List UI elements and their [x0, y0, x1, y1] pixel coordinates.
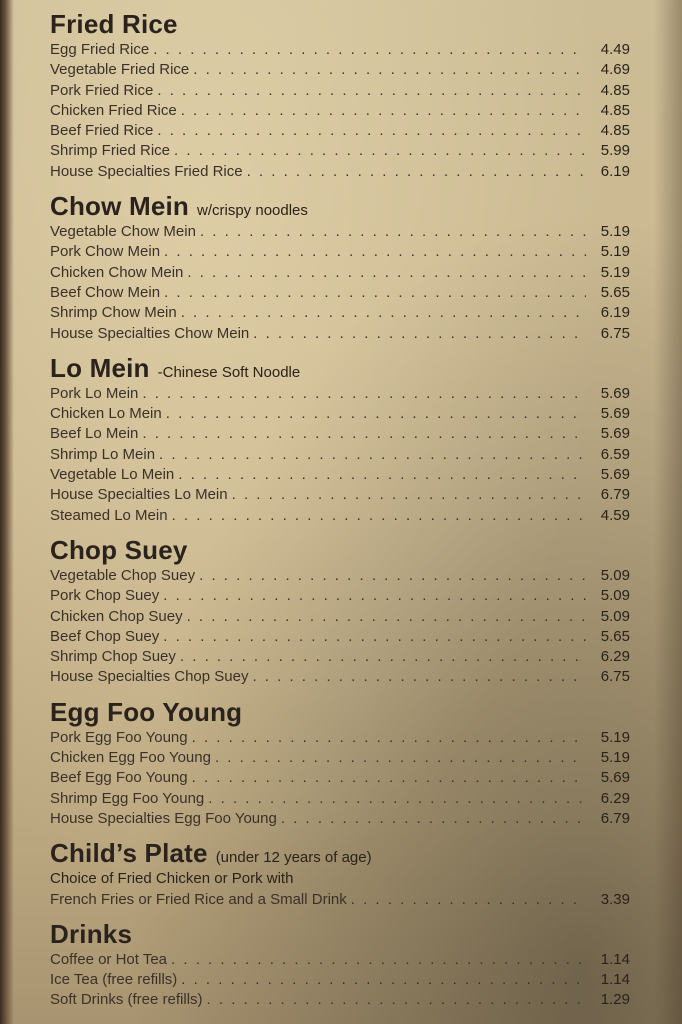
item-name: Vegetable Chop Suey	[50, 566, 196, 584]
item-name: Beef Chop Suey	[50, 627, 160, 645]
section-header	[50, 918, 630, 950]
item-name: Chicken Lo Mein	[50, 405, 162, 423]
item-price: 5.19	[600, 223, 630, 241]
dot-leader	[164, 242, 586, 262]
item-name: Chicken Egg Foo Young	[50, 749, 211, 767]
dot-leader	[215, 748, 586, 768]
item-price: 4.85	[600, 81, 630, 99]
item-price: 5.69	[600, 769, 630, 787]
item-name: Pork Chop Suey	[50, 587, 160, 605]
item-price: 6.19	[600, 162, 630, 180]
item-price: 6.75	[600, 668, 630, 686]
menu-item	[50, 748, 630, 768]
dot-leader	[351, 890, 586, 910]
dot-leader	[208, 789, 586, 809]
section-title: Lo Mein	[50, 352, 150, 383]
item-price: 6.29	[600, 789, 630, 807]
item-price: 4.69	[600, 61, 630, 79]
section-title: Chop Suey	[50, 534, 188, 565]
item-price: 5.19	[600, 749, 630, 767]
section-title: Drinks	[50, 918, 133, 949]
section-egg-foo-young	[50, 696, 630, 829]
item-name: Vegetable Lo Mein	[50, 466, 175, 484]
menu-item	[50, 324, 630, 344]
section-header	[50, 190, 630, 222]
menu-item	[50, 141, 630, 161]
item-price: 5.65	[600, 627, 630, 645]
item-price: 5.99	[600, 142, 630, 160]
section-header	[50, 352, 630, 384]
dot-leader	[199, 566, 586, 586]
item-price: 6.29	[600, 648, 630, 666]
section-title: Egg Foo Young	[50, 696, 243, 727]
dot-leader	[252, 667, 586, 687]
section-header	[50, 534, 630, 566]
menu-item	[50, 950, 630, 970]
item-name: Shrimp Chow Mein	[50, 304, 177, 322]
item-price: 5.69	[600, 405, 630, 423]
item-name: Shrimp Lo Mein	[50, 445, 156, 463]
section-chop-suey	[50, 534, 630, 688]
dot-leader	[181, 303, 586, 323]
dot-leader	[159, 445, 586, 465]
item-price: 5.19	[600, 263, 630, 281]
item-price: 5.69	[600, 384, 630, 402]
item-name: Pork Egg Foo Young	[50, 728, 188, 746]
menu-item	[50, 404, 630, 424]
dot-leader	[193, 60, 586, 80]
menu-item	[50, 465, 630, 485]
item-price: 4.59	[600, 506, 630, 524]
item-name: House Specialties Chop Suey	[50, 668, 249, 686]
menu-list	[50, 8, 630, 1011]
menu-item	[50, 263, 630, 283]
item-price: 6.59	[600, 445, 630, 463]
item-price: 1.29	[600, 991, 630, 1009]
section-subtitle: w/crispy noodles	[197, 202, 308, 220]
item-name: Shrimp Fried Rice	[50, 142, 171, 160]
dot-leader	[181, 970, 586, 990]
menu-item	[50, 890, 630, 910]
menu-item	[50, 566, 630, 586]
dot-leader	[153, 40, 586, 60]
menu-item	[50, 789, 630, 809]
menu-item	[50, 81, 630, 101]
item-price: 6.79	[600, 486, 630, 504]
dot-leader	[192, 728, 586, 748]
section-chow-mein	[50, 190, 630, 344]
item-name: Ice Tea (free refills)	[50, 971, 178, 989]
menu-item	[50, 303, 630, 323]
dot-leader	[157, 81, 586, 101]
menu-item	[50, 40, 630, 60]
menu-item	[50, 768, 630, 788]
item-name: House Specialties Fried Rice	[50, 162, 243, 180]
item-price: 5.09	[600, 607, 630, 625]
item-name: Chicken Chow Mein	[50, 263, 184, 281]
item-price: 5.19	[600, 243, 630, 261]
item-price: 5.69	[600, 466, 630, 484]
item-price: 5.65	[600, 283, 630, 301]
menu-item	[50, 728, 630, 748]
item-price: 5.09	[600, 587, 630, 605]
item-name: House Specialties Chow Mein	[50, 324, 250, 342]
section-subtitle: -Chinese Soft Noodle	[157, 363, 301, 381]
dot-leader	[187, 263, 586, 283]
section-fried-rice	[50, 8, 630, 182]
item-name: Pork Chow Mein	[50, 243, 161, 261]
item-price: 3.39	[600, 890, 630, 908]
item-name: Steamed Lo Mein	[50, 506, 168, 524]
dot-leader	[171, 950, 586, 970]
menu-item	[50, 424, 630, 444]
dot-leader	[178, 465, 586, 485]
item-name: Pork Fried Rice	[50, 81, 154, 99]
item-name: Pork Lo Mein	[50, 384, 139, 402]
item-name: Beef Egg Foo Young	[50, 769, 188, 787]
page-edge-shadow	[0, 0, 14, 1024]
dot-leader	[281, 809, 586, 829]
section-title: Child’s Plate	[50, 838, 208, 869]
dot-leader	[157, 121, 586, 141]
section-title: Chow Mein	[50, 191, 190, 222]
item-name: Shrimp Chop Suey	[50, 648, 176, 666]
item-name: House Specialties Egg Foo Young	[50, 809, 277, 827]
section-subtitle: (under 12 years of age)	[215, 849, 372, 867]
section-header	[50, 696, 630, 728]
menu-item	[50, 162, 630, 182]
item-name: Vegetable Fried Rice	[50, 61, 190, 79]
page-edge-right	[654, 0, 682, 1024]
menu-item	[50, 607, 630, 627]
menu-item	[50, 384, 630, 404]
menu-item	[50, 667, 630, 687]
item-name: Egg Fried Rice	[50, 41, 150, 58]
menu-item	[50, 627, 630, 647]
section-childs-plate	[50, 837, 630, 910]
section-note: Choice of Fried Chicken or Pork with	[50, 870, 294, 888]
section-lo-mein	[50, 352, 630, 526]
section-title: Fried Rice	[50, 9, 178, 39]
dot-leader	[232, 485, 586, 505]
menu-item	[50, 506, 630, 526]
item-price: 4.85	[600, 101, 630, 119]
menu-item	[50, 990, 630, 1010]
menu-item	[50, 222, 630, 242]
item-name: Shrimp Egg Foo Young	[50, 789, 205, 807]
dot-leader	[142, 424, 586, 444]
dot-leader	[163, 627, 586, 647]
dot-leader	[163, 586, 586, 606]
menu-item	[50, 647, 630, 667]
dot-leader	[187, 607, 586, 627]
dot-leader	[200, 222, 586, 242]
menu-item	[50, 809, 630, 829]
item-price: 6.19	[600, 304, 630, 322]
dot-leader	[166, 404, 586, 424]
item-name: Beef Chow Mein	[50, 283, 161, 301]
item-price: 4.85	[600, 122, 630, 140]
dot-leader	[247, 162, 586, 182]
item-price: 6.75	[600, 324, 630, 342]
dot-leader	[180, 647, 586, 667]
item-name: Vegetable Chow Mein	[50, 223, 196, 241]
item-price: 5.19	[600, 728, 630, 746]
item-name: House Specialties Lo Mein	[50, 486, 228, 504]
item-price: 4.49	[600, 41, 630, 58]
menu-item	[50, 242, 630, 262]
dot-leader	[253, 324, 586, 344]
item-price: 5.09	[600, 566, 630, 584]
item-price: 1.14	[600, 971, 630, 989]
item-name: Beef Lo Mein	[50, 425, 139, 443]
dot-leader	[174, 141, 586, 161]
menu-item	[50, 60, 630, 80]
item-name: Chicken Chop Suey	[50, 607, 183, 625]
section-header	[50, 8, 630, 40]
item-name: Soft Drinks (free refills)	[50, 991, 203, 1009]
dot-leader	[142, 384, 586, 404]
dot-leader	[192, 768, 586, 788]
dot-leader	[181, 101, 586, 121]
section-drinks	[50, 918, 630, 1011]
menu-item	[50, 970, 630, 990]
item-price: 6.79	[600, 809, 630, 827]
item-price: 1.14	[600, 950, 630, 968]
menu-item	[50, 101, 630, 121]
menu-item	[50, 485, 630, 505]
item-name: Chicken Fried Rice	[50, 101, 177, 119]
section-header	[50, 837, 630, 869]
menu-item	[50, 586, 630, 606]
menu-item	[50, 121, 630, 141]
dot-leader	[207, 990, 586, 1010]
menu-item	[50, 283, 630, 303]
menu-item	[50, 445, 630, 465]
dot-leader	[172, 506, 586, 526]
item-name: French Fries or Fried Rice and a Small Drink	[50, 890, 347, 908]
item-name: Beef Fried Rice	[50, 122, 154, 140]
dot-leader	[164, 283, 586, 303]
item-price: 5.69	[600, 425, 630, 443]
item-name: Coffee or Hot Tea	[50, 950, 168, 968]
